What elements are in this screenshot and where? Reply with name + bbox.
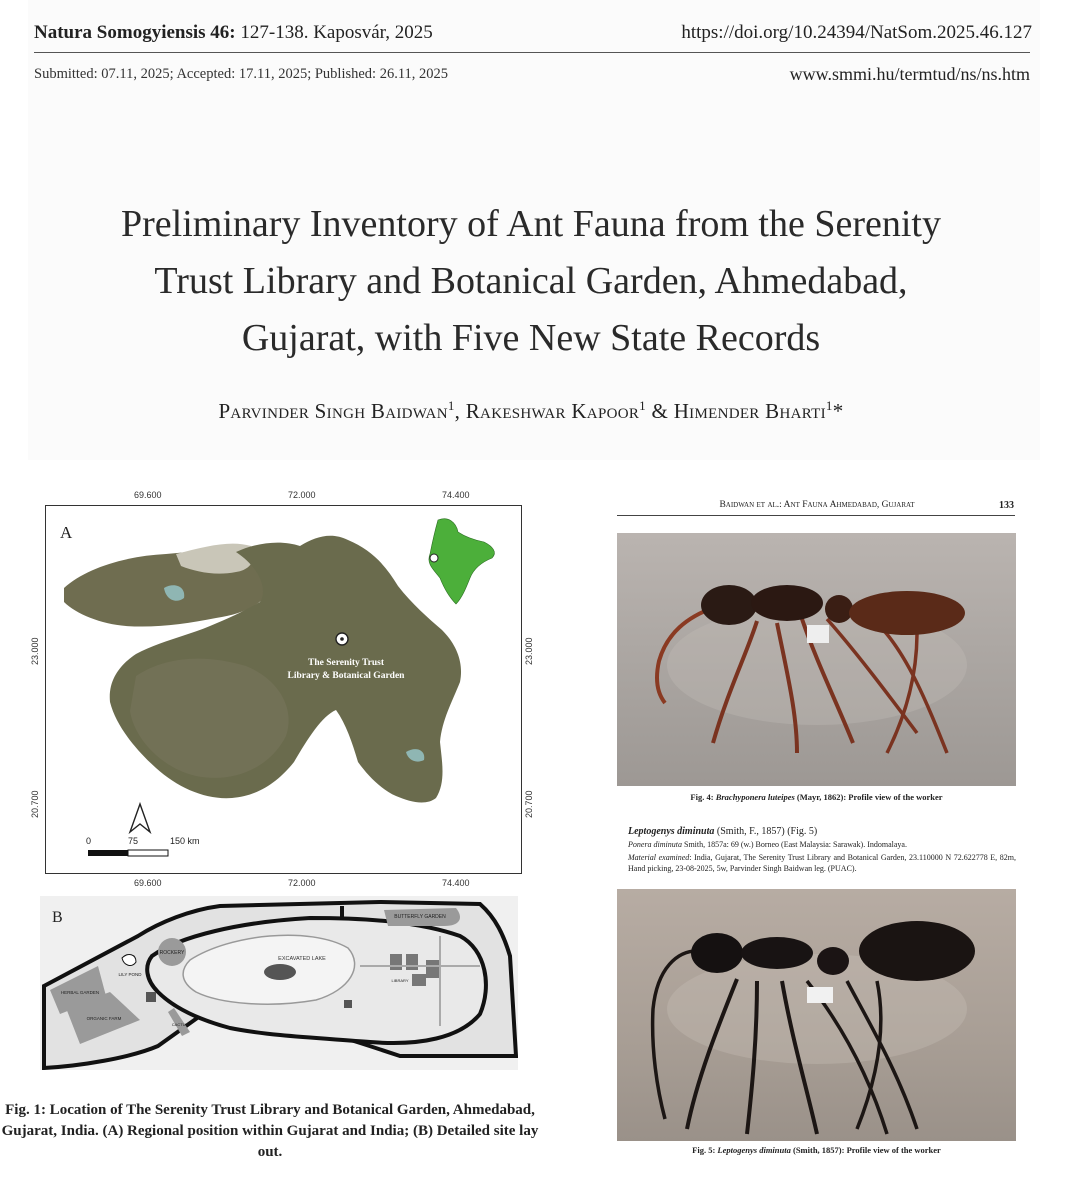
lon-tick-top-2: 72.000 bbox=[288, 490, 316, 500]
gujarat-map bbox=[46, 506, 521, 873]
fig5-prefix: Fig. 5: bbox=[692, 1145, 718, 1155]
scale-label-0: 0 bbox=[86, 836, 92, 846]
author-1: Parvinder Singh Baidwan bbox=[218, 399, 448, 423]
specimen-label bbox=[807, 625, 829, 643]
ant-gaster bbox=[859, 921, 975, 981]
title-line-2: Trust Library and Botanical Garden, Ahmedabad, bbox=[154, 260, 908, 302]
journal-citation bbox=[34, 22, 433, 44]
doi-link[interactable]: https://doi.org/10.24394/NatSom.2025.46.127 bbox=[681, 22, 1032, 43]
species-authority: (Smith, F., 1857) (Fig. 5) bbox=[714, 826, 818, 837]
ant-head bbox=[701, 585, 757, 625]
fig4-prefix: Fig. 4: bbox=[690, 792, 716, 802]
organic-label: ORGANIC FARM bbox=[86, 1016, 122, 1021]
lat-tick-left-1: 23.000 bbox=[30, 637, 40, 665]
material-examined bbox=[628, 852, 1016, 874]
ant-gaster bbox=[849, 591, 965, 635]
scale-label-150: 150 km bbox=[170, 836, 200, 846]
author-3-affiliation: 1 bbox=[825, 398, 833, 413]
publication-dates: Submitted: 07.11, 2025; Accepted: 17.11, 2025; Published: 26.11, 2025 bbox=[34, 66, 449, 82]
ant-petiole bbox=[817, 947, 849, 975]
running-head-rule bbox=[617, 515, 1015, 516]
fig4-species: Brachyponera luteipes bbox=[715, 792, 795, 802]
journal-name: Natura Somogyiensis 46: bbox=[34, 22, 236, 43]
butterfly-label: BUTTERFLY GARDEN bbox=[394, 914, 446, 920]
ant-thorax bbox=[751, 585, 823, 621]
material-text: : India, Gujarat, The Serenity Trust Library and Botanical Garden, 23.110000 N 72.622778 E, 82m, Hand picking, 23-08-2025, 5w, Parvinder Singh Baidwan leg. (PUAC). bbox=[628, 853, 1016, 873]
fig5-rest: (Smith, 1857): Profile view of the worker bbox=[790, 1145, 941, 1155]
figure-5-caption bbox=[617, 1145, 1016, 1155]
ant-head bbox=[691, 933, 743, 973]
herbal-label: HERBAL GARDEN bbox=[60, 990, 100, 995]
panel-label-a: A bbox=[60, 523, 73, 542]
figure-1-caption-line-1: Fig. 1: Location of The Serenity Trust Library and Botanical Garden, Ahmedabad, bbox=[5, 1102, 535, 1118]
synonym-line bbox=[628, 840, 907, 849]
site-label-line-1: The Serenity Trust bbox=[307, 658, 385, 668]
lon-tick-bottom-3: 74.400 bbox=[442, 878, 470, 888]
author-2: Rakeshwar Kapoor bbox=[465, 399, 640, 423]
lon-tick-bottom-1: 69.600 bbox=[134, 878, 162, 888]
india-inset bbox=[429, 519, 495, 604]
building bbox=[426, 960, 440, 978]
structure bbox=[146, 992, 156, 1002]
rockery-label: ROCKERY bbox=[159, 950, 185, 956]
map-panel-a bbox=[45, 505, 522, 874]
site-layout-map bbox=[40, 896, 518, 1070]
material-label: Material examined bbox=[628, 853, 690, 862]
structure bbox=[344, 1000, 352, 1008]
ant-illustration-1 bbox=[617, 533, 1016, 786]
author-list bbox=[20, 398, 1042, 424]
site-marker-dot bbox=[340, 637, 344, 641]
title-line-3: Gujarat, with Five New State Records bbox=[241, 317, 821, 359]
building bbox=[406, 954, 418, 970]
building bbox=[412, 974, 426, 986]
page-number: 133 bbox=[999, 500, 1014, 511]
species-name: Leptogenys diminuta bbox=[628, 826, 715, 837]
ant-photo-brachyponera bbox=[617, 533, 1016, 786]
title-line-1: Preliminary Inventory of Ant Fauna from the Serenity bbox=[121, 203, 941, 245]
figure-4-caption bbox=[617, 792, 1016, 802]
fig4-rest: (Mayr, 1862): Profile view of the worker bbox=[794, 792, 943, 802]
ant-petiole bbox=[825, 595, 853, 623]
author-separator: & bbox=[645, 399, 674, 423]
author-2-affiliation: 1 bbox=[639, 398, 646, 413]
map-panel-b bbox=[40, 896, 518, 1070]
lon-tick-bottom-2: 72.000 bbox=[288, 878, 316, 888]
panel-label-b: B bbox=[52, 909, 63, 926]
lake-label: EXCAVATED LAKE bbox=[278, 956, 326, 962]
library-label: LIBRARY bbox=[391, 978, 409, 983]
lat-tick-left-2: 20.700 bbox=[30, 790, 40, 818]
ant-thorax bbox=[741, 937, 813, 969]
north-arrow-icon bbox=[130, 804, 150, 832]
lake-island bbox=[264, 964, 296, 980]
synonym-name: Ponera diminuta bbox=[628, 840, 682, 849]
lat-tick-right-1: 23.000 bbox=[524, 637, 534, 665]
corresponding-author-mark: * bbox=[832, 399, 844, 423]
lon-tick-top-3: 74.400 bbox=[442, 490, 470, 500]
figure-1-caption-line-2: Gujarat, India. (A) Regional position within Gujarat and India; (B) Detailed site lay out. bbox=[1, 1123, 539, 1160]
author-3: Himender Bharti bbox=[673, 399, 826, 423]
inset-location-marker bbox=[430, 554, 438, 562]
journal-volume-pages: 127-138. Kaposvár, 2025 bbox=[235, 22, 433, 43]
article-title bbox=[20, 196, 1042, 367]
lat-tick-right-2: 20.700 bbox=[524, 790, 534, 818]
scale-bar-dark bbox=[88, 850, 128, 856]
building bbox=[390, 954, 402, 970]
species-heading bbox=[628, 826, 817, 837]
lon-tick-top-1: 69.600 bbox=[134, 490, 162, 500]
lily-pond-label: LILY POND bbox=[118, 972, 142, 977]
scale-bar-light bbox=[128, 850, 168, 856]
header-rule bbox=[34, 52, 1030, 53]
website-link[interactable]: www.smmi.hu/termtud/ns/ns.htm bbox=[789, 64, 1030, 84]
cactus-label: CACTUS bbox=[171, 1022, 189, 1027]
running-head: Baidwan et al.: Ant Fauna Ahmedabad, Gujarat bbox=[719, 500, 915, 510]
ant-photo-leptogenys bbox=[617, 889, 1016, 1141]
site-label-line-2: Library & Botanical Garden bbox=[287, 671, 405, 681]
ant-illustration-2 bbox=[617, 889, 1016, 1141]
author-separator: , bbox=[454, 399, 466, 423]
fig5-species: Leptogenys diminuta bbox=[717, 1145, 791, 1155]
specimen-label bbox=[807, 987, 833, 1003]
scale-label-75: 75 bbox=[128, 836, 139, 846]
synonym-reference: Smith, 1857a: 69 (w.) Borneo (East Malaysia: Sarawak). Indomalaya. bbox=[682, 840, 907, 849]
figure-1-caption bbox=[0, 1100, 540, 1163]
author-1-affiliation: 1 bbox=[447, 398, 455, 413]
